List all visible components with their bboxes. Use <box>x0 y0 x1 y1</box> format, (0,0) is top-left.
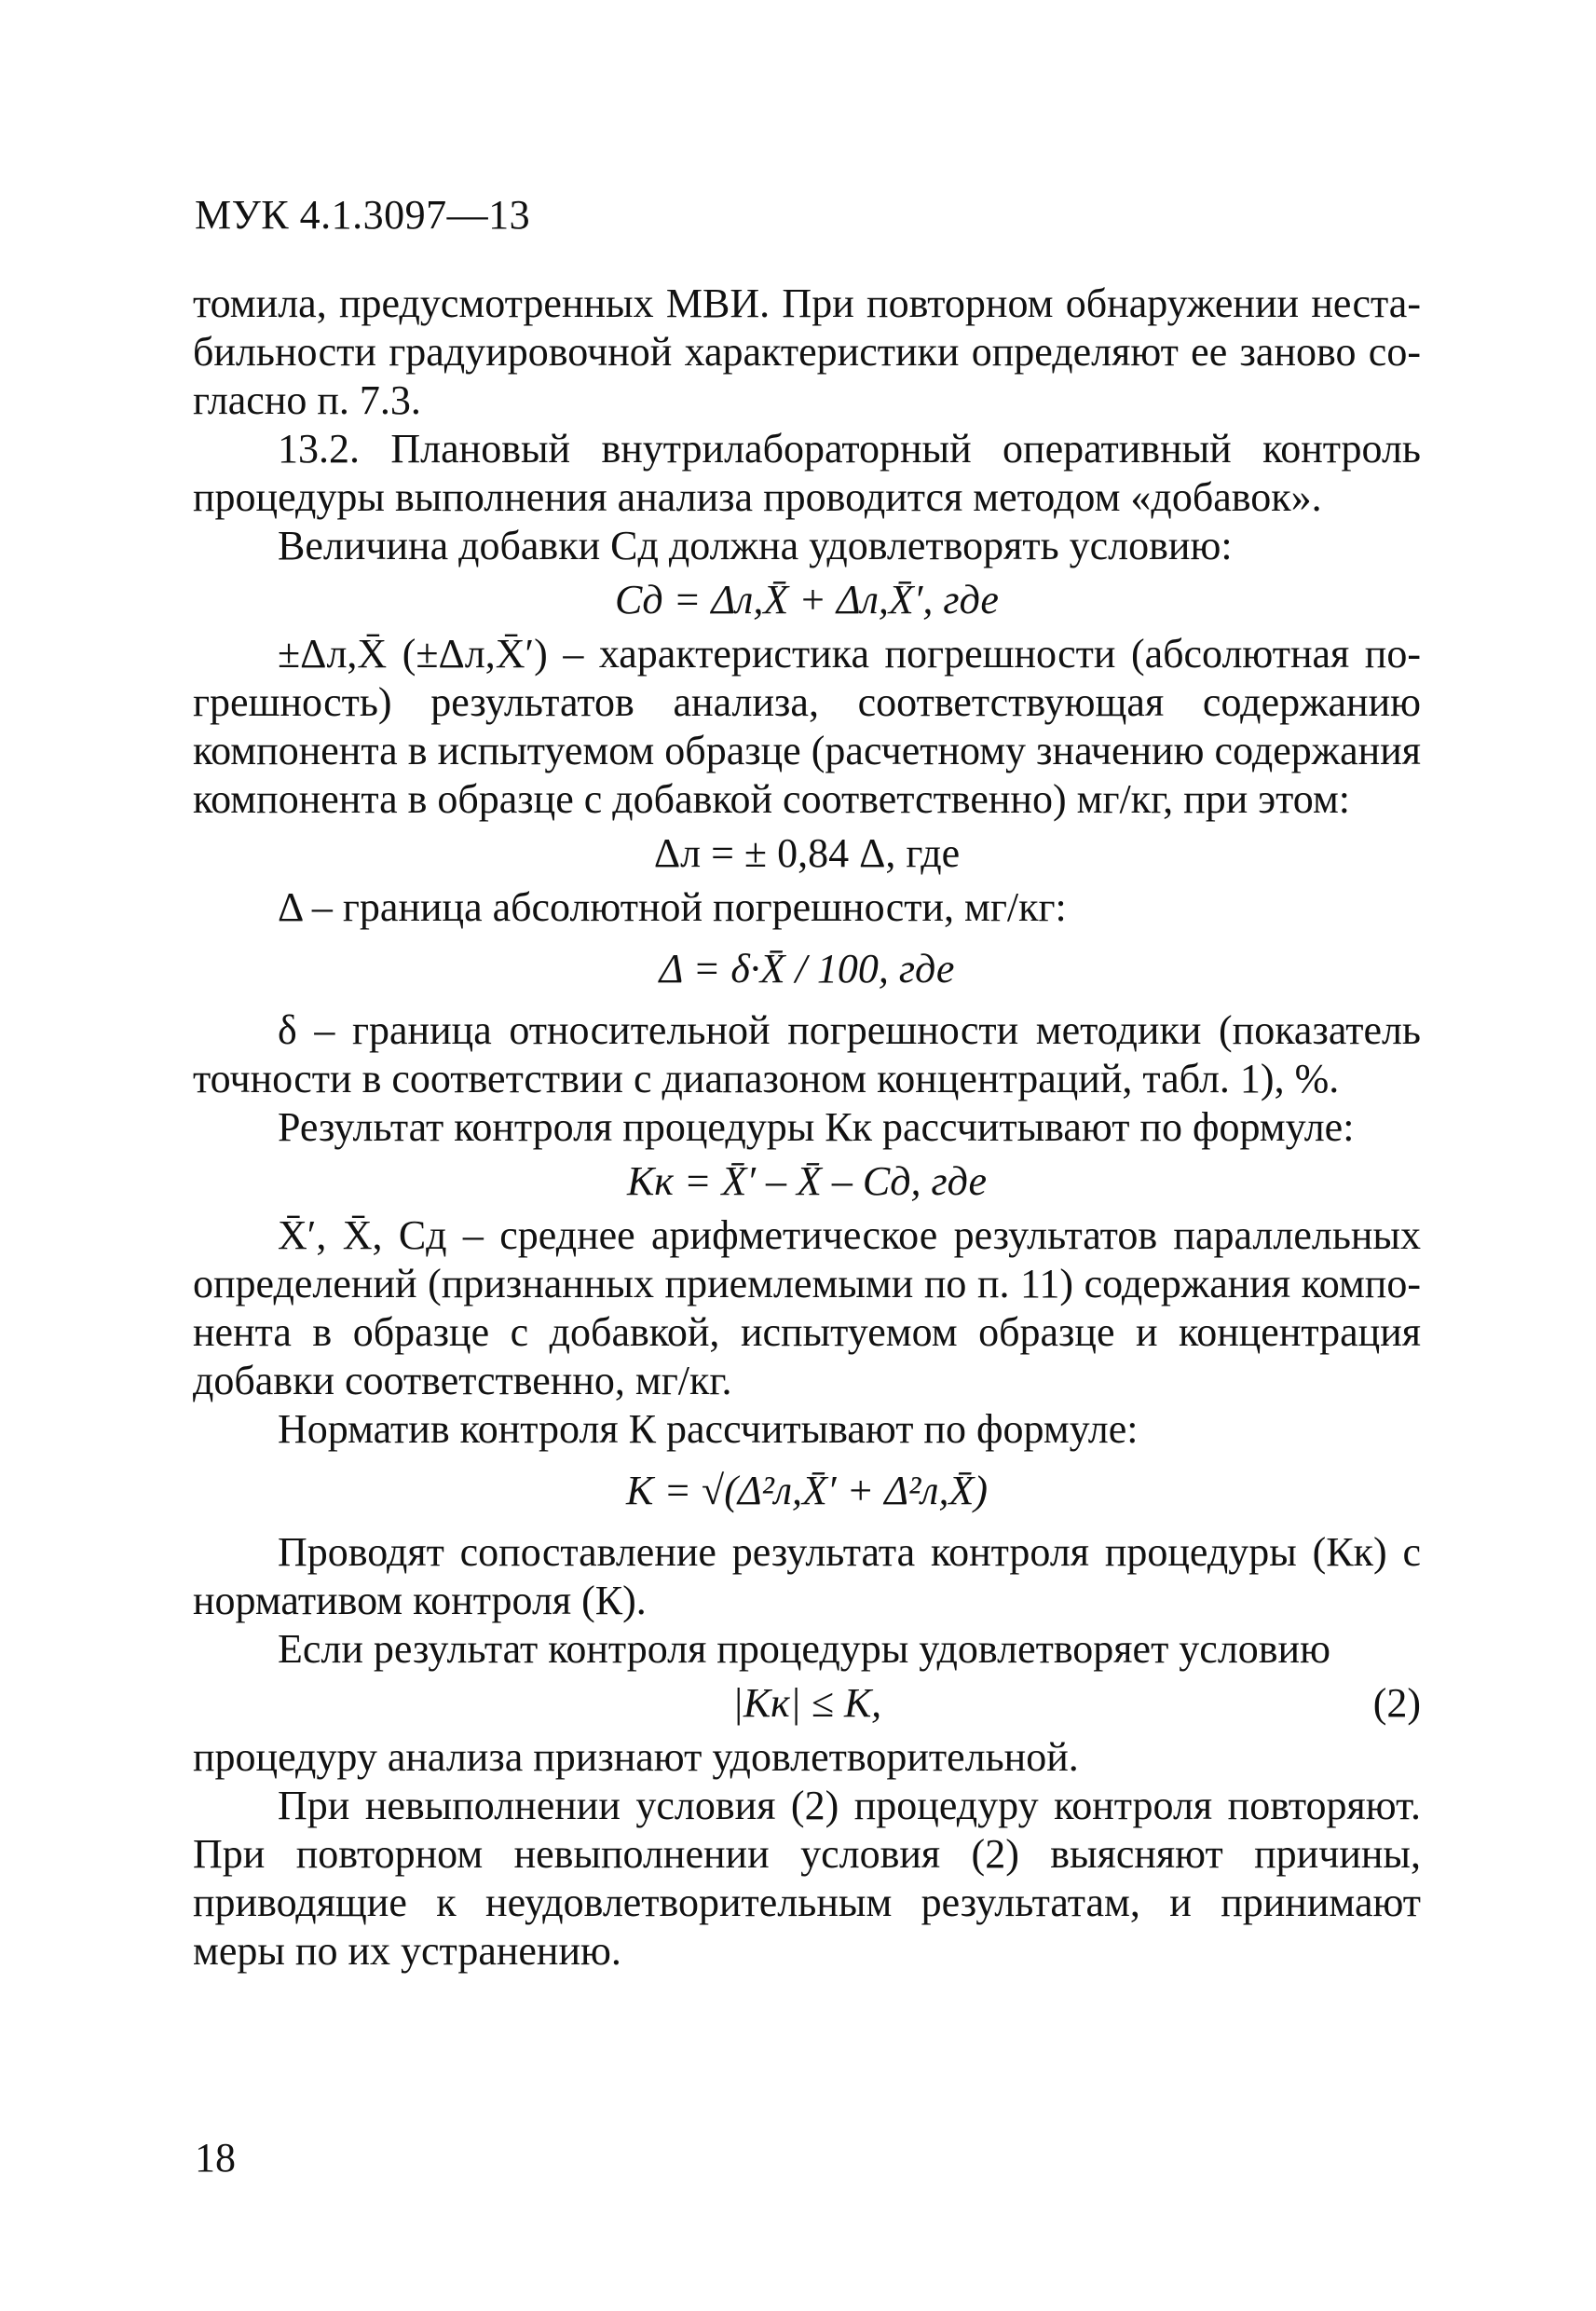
page-number: 18 <box>195 2135 236 2181</box>
paragraph-continuation <box>193 280 1421 425</box>
paragraph-control-result <box>193 1103 1421 1152</box>
para8-text: X̄′, X̄, Сд – среднее арифметическое результатов параллельных определений (признанных приемлемыми по п. 11) содержания компонента в образце с добавкой, испытуемом образце и концентрация добавки соответственно, мг/кг. <box>193 1212 1421 1403</box>
equation-number: (2) <box>1372 1680 1421 1726</box>
formula-delta-l <box>193 829 1421 878</box>
paragraph-error-characteristic <box>193 630 1421 824</box>
para9-text: Норматив контроля К рассчитывают по формуле: <box>278 1406 1139 1452</box>
para11-text: Если результат контроля процедуры удовлетворяет условию <box>278 1626 1330 1672</box>
para1-text: томила, предусмотренных МВИ. При повторном обнаружении нестабильности градуировочной характеристики определяют ее заново согласно п. 7.3. <box>193 280 1421 423</box>
document-code-header: МУК 4.1.3097—13 <box>195 192 531 238</box>
paragraph-means <box>193 1211 1421 1405</box>
formula5-text: K = √(Δ²л,X̄′ + Δ²л,X̄) <box>626 1468 988 1513</box>
para4-text: ±Δл,X̄ (±Δл,X̄′) – характеристика погрешности (абсолютная погрешность) результатов анализа, соответствующая содержанию компонента в испытуемом образце (расчетному значению содержания компонента в образце с добавкой соответственно) мг/кг, при этом: <box>193 631 1421 822</box>
paragraph-satisfactory <box>193 1733 1421 1782</box>
paragraph-condition <box>193 1625 1421 1674</box>
paragraph-13-2 <box>193 425 1421 522</box>
formula-k <box>193 1467 1421 1515</box>
paragraph-delta-definition <box>193 883 1421 932</box>
page-body <box>193 280 1421 1976</box>
formula-condition-row <box>193 1679 1421 1728</box>
para5-text: Δ – граница абсолютной погрешности, мг/кг: <box>278 884 1067 930</box>
formula-kk <box>193 1157 1421 1206</box>
formula3-text: Δ = δ·X̄ / 100, где <box>659 946 955 991</box>
formula-delta <box>193 945 1421 993</box>
para12-text: процедуру анализа признают удовлетворительной. <box>193 1734 1079 1780</box>
formula2-text: Δл = ± 0,84 Δ, где <box>653 830 961 876</box>
paragraph-control-norm <box>193 1405 1421 1454</box>
paragraph-additive-value <box>193 522 1421 570</box>
para10-text: Проводят сопоставление результата контроля процедуры (Кк) с нормативом контроля (К). <box>193 1529 1421 1623</box>
para3-text: Величина добавки Сд должна удовлетворять условию: <box>278 523 1233 568</box>
para7-text: Результат контроля процедуры Кк рассчитывают по формуле: <box>278 1104 1355 1150</box>
para6-text: δ – граница относительной погрешности методики (показатель точности в соответствии с диапазоном концентраций, табл. 1), %. <box>193 1007 1421 1101</box>
para2-text: 13.2. Плановый внутрилабораторный оперативный контроль процедуры выполнения анализа проводится методом «добавок». <box>193 426 1421 520</box>
formula-additive <box>193 576 1421 624</box>
paragraph-delta-relative <box>193 1006 1421 1103</box>
paragraph-comparison <box>193 1528 1421 1625</box>
formula1-text: Cд = Δл,X̄ + Δл,X̄′, где <box>615 577 999 622</box>
paragraph-failure <box>193 1782 1421 1976</box>
para13-text: При невыполнении условия (2) процедуру контроля повторяют. При повторном невыполнении условия (2) выясняют причины, приводящие к неудовлетворительным результатам, и принимают меры по их устранению. <box>193 1783 1421 1974</box>
formula6-text: |Кк| ≤ К, <box>731 1680 882 1726</box>
formula4-text: Кк = X̄′ – X̄ – Сд, где <box>627 1158 987 1204</box>
